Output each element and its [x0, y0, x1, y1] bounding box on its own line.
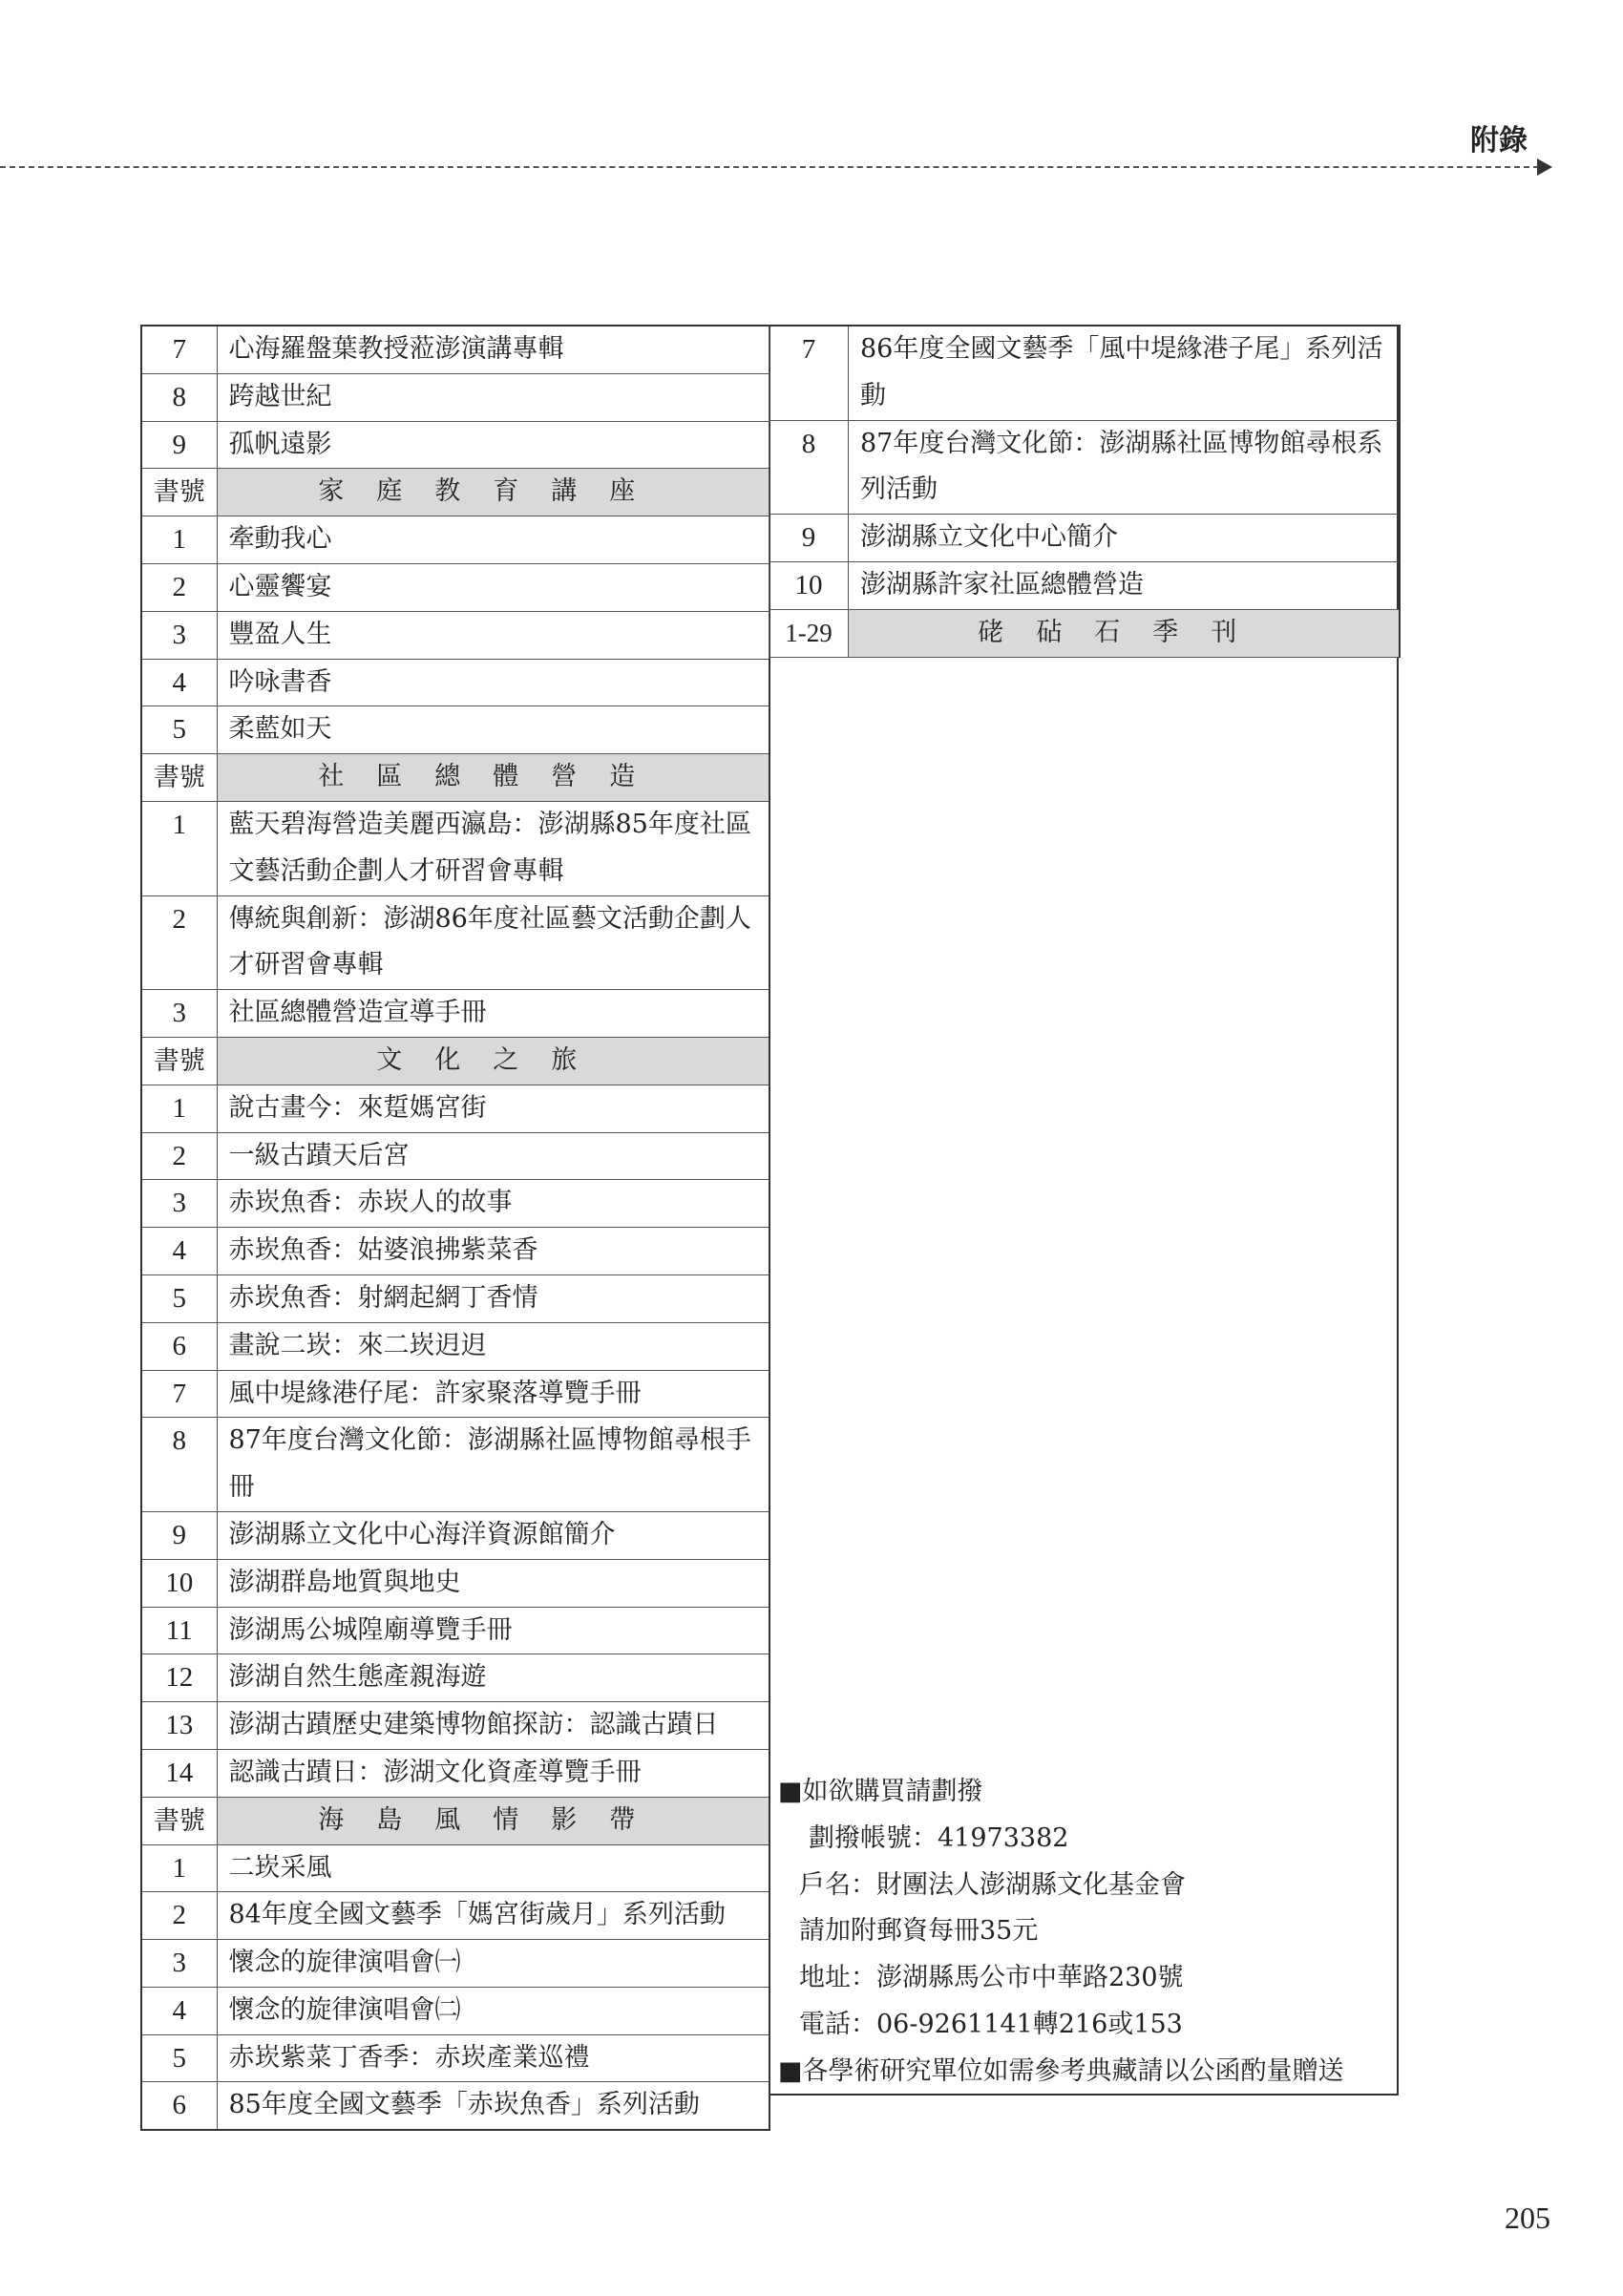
book-title: 赤崁魚香：射網起網丁香情: [217, 1274, 769, 1322]
table-row: [141, 1132, 769, 1180]
purchase-heading: ■如欲購買請劃撥: [778, 1777, 983, 1806]
section-title: 社區總體營造: [217, 754, 769, 802]
arrow-right-icon: [1537, 158, 1552, 176]
table-row: [141, 706, 769, 754]
table-row: [141, 1749, 769, 1797]
book-number: 5: [141, 1274, 217, 1322]
book-number: 4: [141, 659, 217, 706]
book-title: 風中堤緣港仔尾：許家聚落導覽手冊: [217, 1370, 769, 1418]
table-row: [769, 561, 1400, 609]
book-number: 6: [141, 2082, 217, 2130]
purchase-info: [778, 1769, 1344, 2096]
table-row: [141, 1987, 769, 2034]
book-title: 澎湖縣立文化中心海洋資源館簡介: [217, 1511, 769, 1559]
book-title: 86年度全國文藝季「風中堤緣港子尾」系列活動: [849, 326, 1400, 420]
table-row: [141, 611, 769, 659]
table-row: [141, 1370, 769, 1418]
table-row: [141, 990, 769, 1038]
book-number: 3: [141, 990, 217, 1038]
book-title: 跨越世紀: [217, 373, 769, 421]
book-title: 澎湖馬公城隍廟導覽手冊: [217, 1607, 769, 1654]
book-number: 8: [769, 420, 849, 515]
table-row: [141, 516, 769, 564]
book-number: 9: [769, 515, 849, 562]
table-row: [141, 1274, 769, 1322]
section-number-label: 1-29: [769, 609, 849, 657]
book-title: 赤崁魚香：姑婆浪拂紫菜香: [217, 1228, 769, 1275]
book-number: 2: [141, 1132, 217, 1180]
postage-note: 請加附郵資每冊35元: [799, 1916, 1039, 1947]
book-number: 10: [769, 561, 849, 609]
book-number: 4: [141, 1228, 217, 1275]
section-title: 海島風情影帶: [217, 1797, 769, 1844]
table-row: [769, 420, 1400, 515]
right-table-body: [769, 326, 1400, 657]
book-number: 2: [141, 563, 217, 611]
table-row: [141, 373, 769, 421]
book-number: 9: [141, 1511, 217, 1559]
left-table-body: [141, 326, 769, 2130]
book-number: 1: [141, 1844, 217, 1892]
book-number: 1: [141, 516, 217, 564]
book-title: 赤崁魚香：赤崁人的故事: [217, 1180, 769, 1228]
book-title: 澎湖縣立文化中心簡介: [849, 515, 1400, 562]
table-row: [769, 326, 1400, 420]
book-number: 4: [141, 1987, 217, 2034]
book-title: 社區總體營造宣導手冊: [217, 990, 769, 1038]
section-header-row: [141, 469, 769, 516]
table-row: [141, 659, 769, 706]
book-title: 傳統與創新：澎湖86年度社區藝文活動企劃人才研習會專輯: [217, 895, 769, 990]
book-title: 孤帆遠影: [217, 421, 769, 469]
book-number: 7: [141, 1370, 217, 1418]
table-row: [141, 1228, 769, 1275]
section-header-row: [769, 609, 1400, 657]
table-row: [141, 1654, 769, 1702]
giro-account: 劃撥帳號：41973382: [809, 1822, 1069, 1853]
book-number: 2: [141, 895, 217, 990]
section-number-label: 書號: [141, 469, 217, 516]
book-number: 1: [141, 801, 217, 895]
book-number: 13: [141, 1702, 217, 1750]
table-row: [769, 515, 1400, 562]
table-row: [141, 1892, 769, 1940]
book-title: 豐盈人生: [217, 611, 769, 659]
table-row: [141, 801, 769, 895]
book-title: 85年度全國文藝季「赤崁魚香」系列活動: [217, 2082, 769, 2130]
book-number: 8: [141, 1418, 217, 1512]
table-row: [141, 1180, 769, 1228]
book-number: 2: [141, 1892, 217, 1940]
phone: 電話：06-9261141轉216或153: [799, 2009, 1183, 2039]
book-title: 牽動我心: [217, 516, 769, 564]
table-row: [141, 1559, 769, 1607]
book-number: 14: [141, 1749, 217, 1797]
section-header-row: [141, 754, 769, 802]
book-number: 8: [141, 373, 217, 421]
table-row: [141, 895, 769, 990]
book-title: 懷念的旋律演唱會㈠: [217, 1940, 769, 1988]
book-number: 5: [141, 2034, 217, 2082]
table-row: [141, 1322, 769, 1370]
book-title: 澎湖古蹟歷史建築博物館探訪：認識古蹟日: [217, 1702, 769, 1750]
table-row: [141, 1940, 769, 1988]
book-title: 認識古蹟日：澎湖文化資產導覽手冊: [217, 1749, 769, 1797]
section-title: 文化之旅: [217, 1037, 769, 1085]
book-number: 5: [141, 706, 217, 754]
donation-note: ■各學術研究單位如需參考典藏請以公函酌量贈送: [778, 2055, 1344, 2086]
table-row: [141, 1702, 769, 1750]
table-row: [141, 2034, 769, 2082]
book-number: 9: [141, 421, 217, 469]
account-name: 戶名：財團法人澎湖縣文化基金會: [799, 1869, 1186, 1900]
book-number: 3: [141, 1180, 217, 1228]
table-row: [141, 1844, 769, 1892]
section-number-label: 書號: [141, 1037, 217, 1085]
publication-table-left: [140, 325, 770, 2131]
book-number: 6: [141, 1322, 217, 1370]
book-number: 3: [141, 1940, 217, 1988]
book-title: 84年度全國文藝季「媽宮街歲月」系列活動: [217, 1892, 769, 1940]
section-header-row: [141, 1797, 769, 1844]
book-title: 心靈饗宴: [217, 563, 769, 611]
book-number: 7: [769, 326, 849, 420]
table-row: [141, 1085, 769, 1132]
section-title: 硓砧石季刊: [849, 609, 1400, 657]
header-dashed-rule: [0, 166, 1539, 168]
table-row: [141, 1511, 769, 1559]
section-header-row: [141, 1037, 769, 1085]
table-row: [141, 2082, 769, 2130]
section-title: 家庭教育講座: [217, 469, 769, 516]
book-title: 87年度台灣文化節：澎湖縣社區博物館尋根系列活動: [849, 420, 1400, 515]
book-title: 藍天碧海營造美麗西瀛島：澎湖縣85年度社區文藝活動企劃人才研習會專輯: [217, 801, 769, 895]
book-number: 11: [141, 1607, 217, 1654]
book-title: 一級古蹟天后宮: [217, 1132, 769, 1180]
book-number: 3: [141, 611, 217, 659]
running-title: 附錄: [1470, 124, 1528, 158]
book-title: 赤崁紫菜丁香季：赤崁產業巡禮: [217, 2034, 769, 2082]
book-title: 懷念的旋律演唱會㈡: [217, 1987, 769, 2034]
publication-table-right: [769, 325, 1401, 658]
book-title: 說古畫今：來踅媽宮街: [217, 1085, 769, 1132]
table-row: [141, 326, 769, 373]
table-row: [141, 563, 769, 611]
table-row: [141, 421, 769, 469]
book-title: 澎湖自然生態產親海遊: [217, 1654, 769, 1702]
book-title: 87年度台灣文化節：澎湖縣社區博物館尋根手冊: [217, 1418, 769, 1512]
book-number: 1: [141, 1085, 217, 1132]
section-number-label: 書號: [141, 1797, 217, 1844]
table-row: [141, 1607, 769, 1654]
section-number-label: 書號: [141, 754, 217, 802]
page-number: 205: [1505, 2201, 1550, 2235]
table-row: [141, 1418, 769, 1512]
book-number: 7: [141, 326, 217, 373]
book-title: 二崁采風: [217, 1844, 769, 1892]
book-title: 畫說二崁：來二崁迌迌: [217, 1322, 769, 1370]
book-title: 澎湖群島地質與地史: [217, 1559, 769, 1607]
book-number: 12: [141, 1654, 217, 1702]
book-number: 10: [141, 1559, 217, 1607]
book-title: 心海羅盤葉教授蒞澎演講專輯: [217, 326, 769, 373]
book-title: 吟咏書香: [217, 659, 769, 706]
book-title: 柔藍如天: [217, 706, 769, 754]
book-title: 澎湖縣許家社區總體營造: [849, 561, 1400, 609]
address: 地址：澎湖縣馬公市中華路230號: [799, 1963, 1184, 1993]
